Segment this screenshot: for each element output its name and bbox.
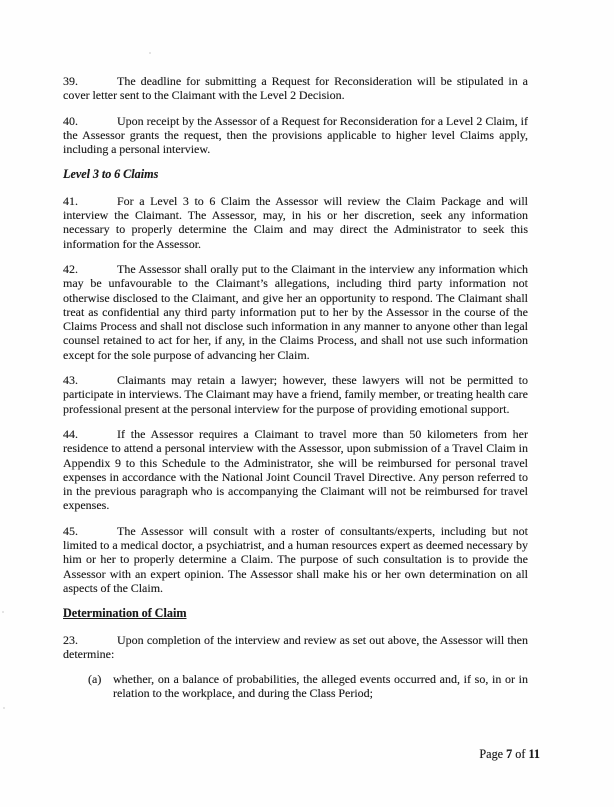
page-number: 7 xyxy=(506,747,513,761)
page-total: 11 xyxy=(528,747,540,761)
paragraph-number: 43. xyxy=(63,373,78,388)
heading-determination-of-claim: Determination of Claim xyxy=(63,606,187,621)
paragraph-number: 42. xyxy=(63,261,78,276)
paragraph-number: 44. xyxy=(63,426,78,441)
paragraph-39 xyxy=(63,74,528,103)
paragraph-text: If the Assessor requires a Claimant to travel more than 50 kilometers from her residence to attend a personal interview with the Assessor, upon submission of a Travel Claim in Appendix 9 to this Schedule to the Administrator, she will be reimbursed for personal travel expenses in accordance with the National Joint Council Travel Directive. Any person referred to in the previous paragraph who is accompanying the Claimant will not be reimbursed for travel expenses. xyxy=(63,426,528,513)
paragraph-45 xyxy=(63,524,528,595)
paragraph-number: 39. xyxy=(63,74,78,88)
paragraph-number: 45. xyxy=(63,523,78,538)
paragraph-text: The Assessor shall orally put to the Claimant in the interview any information which may be unfavourable to the Claimant’s allegations, including third party information not otherwise disclosed to the Claimant, and give her an opportunity to respond. The Claimant shall treat as confidential any third party information put to her by the Assessor in the course of the Claims Process and shall not disclose such information in any manner to anyone other than legal counsel retained to act for her, if any, in the Claims Process, and shall not use such information except for the sole purpose of advancing her Claim. xyxy=(63,261,528,362)
paragraph-number: 23. xyxy=(63,632,78,647)
paragraph-text: Claimants may retain a lawyer; however, these lawyers will not be permitted to participate in interviews. The Claimant may have a friend, family member, or treating health care professional present at the personal interview for the purpose of providing emotional support. xyxy=(63,373,528,416)
paragraph-text: Upon completion of the interview and review as set out above, the Assessor will then determine: xyxy=(63,632,528,661)
list-item-a xyxy=(63,672,528,701)
list-item-text: whether, on a balance of probabilities, the alleged events occurred and, if so, in or in relation to the workplace, and during the Class Period; xyxy=(113,672,528,701)
paragraph-40 xyxy=(63,114,528,157)
list-item-marker: (a) xyxy=(88,672,102,687)
paragraph-text: For a Level 3 to 6 Claim the Assessor will review the Claim Package and will interview the Claimant. The Assessor, may, in his or her discretion, seek any information necessary to properly determine the Claim and may direct the Administrator to seek this information for the Assessor. xyxy=(63,193,528,251)
heading-level-3-to-6-claims: Level 3 to 6 Claims xyxy=(63,167,159,182)
page-footer xyxy=(479,747,540,762)
paragraph-41 xyxy=(63,194,528,251)
scan-speck xyxy=(3,707,5,709)
document-body xyxy=(63,74,528,712)
paragraph-text: Upon receipt by the Assessor of a Request for Reconsideration for a Level 2 Claim, if the Assessor grants the request, then the provisions applicable to higher level Claims apply, including a personal interview. xyxy=(63,113,528,157)
page-footer-of: of xyxy=(515,747,526,761)
paragraph-text: The Assessor will consult with a roster of consultants/experts, including but not limited to a medical doctor, a psychiatrist, and a human resources expert as deemed necessary by him or her to properly determine a Claim. The purpose of such consultation is to provide the Assessor with an expert opinion. The Assessor shall make his or her own determination on all aspects of the Claim. xyxy=(63,523,528,595)
paragraph-23 xyxy=(63,633,528,662)
scan-speck xyxy=(2,611,4,613)
paragraph-42 xyxy=(63,262,528,362)
paragraph-number: 40. xyxy=(63,113,78,128)
paragraph-text: The deadline for submitting a Request for Reconsideration will be stipulated in a cover letter sent to the Claimant with the Level 2 Decision. xyxy=(63,74,528,103)
paragraph-number: 41. xyxy=(63,193,78,208)
paragraph-43 xyxy=(63,373,528,416)
scan-speck xyxy=(149,52,151,54)
page-footer-prefix: Page xyxy=(479,747,504,761)
paragraph-44 xyxy=(63,427,528,513)
